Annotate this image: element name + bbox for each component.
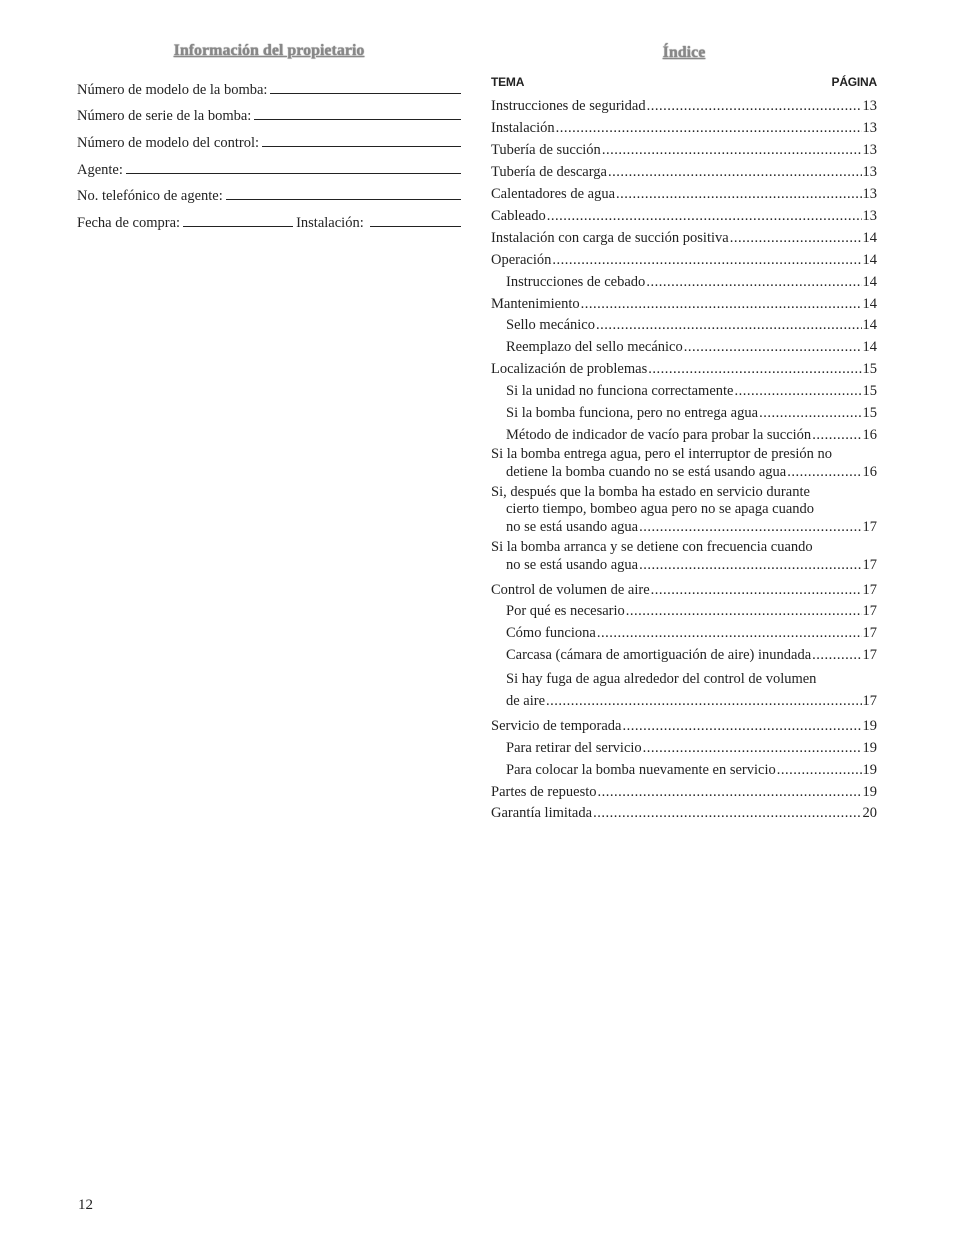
toc-entry bbox=[491, 160, 877, 182]
toc-entry-title: Operación bbox=[491, 251, 552, 268]
dot-leader bbox=[787, 464, 861, 481]
field-label: No. telefónico de agente: bbox=[77, 188, 223, 205]
toc-entry-page: 17 bbox=[862, 693, 877, 710]
toc-header bbox=[491, 72, 877, 92]
blank-line bbox=[370, 225, 461, 227]
owner-info-section bbox=[77, 40, 461, 232]
toc-subentry bbox=[491, 269, 877, 291]
toc-entry bbox=[491, 138, 877, 160]
blank-line bbox=[262, 145, 461, 147]
toc-entry-title: Reemplazo del sello mecánico bbox=[506, 339, 683, 356]
toc-entry-title: Servicio de temporada bbox=[491, 717, 622, 734]
dot-leader bbox=[648, 361, 861, 378]
toc-entry-title: Método de indicador de vacío para probar la succión bbox=[506, 426, 812, 443]
dot-leader bbox=[546, 693, 861, 710]
dot-leader bbox=[598, 784, 862, 801]
toc-entry-title: Para colocar la bomba nuevamente en servicio bbox=[506, 761, 776, 778]
dot-leader bbox=[547, 208, 862, 225]
toc-entry bbox=[491, 225, 877, 247]
toc-entry-page: 14 bbox=[862, 251, 877, 268]
toc-subentry bbox=[491, 757, 877, 779]
toc-entry-page: 14 bbox=[862, 339, 877, 356]
toc-entry-title: Si la bomba entrega agua, pero el interruptor de presión no bbox=[491, 446, 833, 463]
toc-entry-title: detiene la bomba cuando no se está usando agua bbox=[506, 463, 787, 480]
toc-entry-title: Instalación bbox=[491, 120, 555, 137]
toc-entry-multiline bbox=[491, 539, 877, 574]
dot-leader bbox=[602, 142, 862, 159]
toc-entry-page: 15 bbox=[862, 383, 877, 400]
purchase-date-label: Fecha de compra: bbox=[77, 215, 181, 232]
toc-entry-line bbox=[491, 501, 877, 518]
toc-subentry-multiline bbox=[491, 667, 877, 711]
dot-leader bbox=[581, 296, 862, 313]
toc-entry-page: 15 bbox=[862, 361, 877, 378]
toc-entry-title: Si, después que la bomba ha estado en servicio durante bbox=[491, 484, 810, 501]
toc-subentry bbox=[491, 335, 877, 357]
toc-entry-title: Carcasa (cámara de amortiguación de aire) inundada bbox=[506, 647, 812, 664]
toc-entry-page: 19 bbox=[862, 761, 877, 778]
toc-entry-page: 17 bbox=[862, 603, 877, 620]
dot-leader bbox=[626, 603, 862, 620]
toc-entry-line bbox=[491, 519, 877, 536]
owner-info-title: Información del propietario bbox=[173, 42, 365, 59]
toc-entry-line bbox=[491, 464, 877, 481]
control-model-field bbox=[77, 125, 461, 152]
toc-subentry bbox=[491, 379, 877, 401]
blank-line bbox=[270, 92, 461, 94]
dot-leader bbox=[812, 427, 861, 444]
toc-entry bbox=[491, 116, 877, 138]
topic-column-header: TEMA bbox=[491, 75, 525, 89]
blank-line bbox=[126, 172, 461, 174]
toc-entry-title: Control de volumen de aire bbox=[491, 581, 650, 598]
toc-entry-page: 17 bbox=[862, 518, 877, 535]
dot-leader bbox=[616, 186, 861, 203]
toc-entry-page: 13 bbox=[862, 98, 877, 115]
toc-subentry bbox=[491, 735, 877, 757]
toc-entry-title: no se está usando agua bbox=[506, 518, 639, 535]
pump-model-field bbox=[77, 72, 461, 99]
dot-leader bbox=[651, 582, 862, 599]
dot-leader bbox=[777, 762, 862, 779]
dot-leader bbox=[643, 740, 862, 757]
field-label: Agente: bbox=[77, 161, 123, 178]
toc-entry-line bbox=[506, 689, 877, 711]
toc-entry-title: Localización de problemas bbox=[491, 361, 648, 378]
blank-line bbox=[226, 198, 461, 200]
field-label: Número de modelo de la bomba: bbox=[77, 81, 268, 98]
toc-entry-page: 17 bbox=[862, 647, 877, 664]
toc-entry-title: Si la bomba arranca y se detiene con frecuencia cuando bbox=[491, 539, 813, 556]
toc-entry-page: 20 bbox=[862, 805, 877, 822]
toc-entry-page: 19 bbox=[862, 717, 877, 734]
toc-entry-title: Si la bomba funciona, pero no entrega agua bbox=[506, 404, 759, 421]
toc-entry-title: Instalación con carga de succión positiva bbox=[491, 229, 729, 246]
toc-entry bbox=[491, 182, 877, 204]
dot-leader bbox=[639, 557, 861, 574]
toc-entry-multiline bbox=[491, 484, 877, 536]
toc-entry bbox=[491, 577, 877, 599]
toc-entry-title: Garantía limitada bbox=[491, 805, 593, 822]
toc-entry-page: 13 bbox=[862, 207, 877, 224]
pump-serial-field bbox=[77, 99, 461, 126]
toc-entry-title: Cableado bbox=[491, 207, 546, 224]
toc-entry-page: 16 bbox=[862, 463, 877, 480]
toc-entry-line bbox=[491, 446, 877, 463]
toc-entry-page: 15 bbox=[862, 404, 877, 421]
toc-entry-title: Partes de repuesto bbox=[491, 783, 597, 800]
dot-leader bbox=[597, 625, 862, 642]
toc-entry-page: 13 bbox=[862, 186, 877, 203]
dot-leader bbox=[593, 805, 861, 822]
toc-entry bbox=[491, 801, 877, 823]
dot-leader bbox=[759, 405, 861, 422]
toc-entry-page: 19 bbox=[862, 739, 877, 756]
toc-entry-page: 13 bbox=[862, 120, 877, 137]
dot-leader bbox=[646, 274, 861, 291]
table-of-contents bbox=[491, 42, 877, 823]
toc-entry-line bbox=[491, 484, 877, 501]
toc-entry bbox=[491, 291, 877, 313]
dot-leader bbox=[552, 252, 861, 269]
toc-entry-title: Sello mecánico bbox=[506, 317, 595, 334]
blank-line bbox=[183, 225, 293, 227]
toc-subentry bbox=[491, 599, 877, 621]
toc-entry-page: 14 bbox=[862, 295, 877, 312]
page-number: 12 bbox=[78, 1197, 93, 1213]
toc-title: Índice bbox=[662, 44, 706, 61]
toc-entry bbox=[491, 713, 877, 735]
toc-entry-line bbox=[506, 667, 877, 689]
toc-entry-page: 16 bbox=[862, 426, 877, 443]
toc-entry-page: 17 bbox=[862, 625, 877, 642]
agent-field bbox=[77, 152, 461, 179]
toc-entry bbox=[491, 94, 877, 116]
toc-subentry bbox=[491, 400, 877, 422]
toc-entry-page: 17 bbox=[862, 581, 877, 598]
toc-entry bbox=[491, 779, 877, 801]
field-label: Número de modelo del control: bbox=[77, 135, 260, 152]
toc-entry-multiline bbox=[491, 446, 877, 481]
dot-leader bbox=[596, 317, 862, 334]
toc-entry-line bbox=[491, 557, 877, 574]
purchase-install-field bbox=[77, 205, 461, 232]
toc-entry-page: 14 bbox=[862, 273, 877, 290]
toc-entry bbox=[491, 247, 877, 269]
toc-entry-title: cierto tiempo, bombeo agua pero no se apaga cuando bbox=[506, 501, 815, 518]
dot-leader bbox=[622, 718, 861, 735]
field-label: Número de serie de la bomba: bbox=[77, 108, 252, 125]
toc-entry-title: Instrucciones de cebado bbox=[506, 273, 646, 290]
dot-leader bbox=[556, 120, 862, 137]
toc-entry-title: Mantenimiento bbox=[491, 295, 580, 312]
toc-entry-page: 13 bbox=[862, 142, 877, 159]
toc-subentry bbox=[491, 313, 877, 335]
dot-leader bbox=[812, 647, 861, 664]
toc-entry-title: Tubería de descarga bbox=[491, 164, 607, 181]
page-column-header: PÁGINA bbox=[831, 75, 877, 89]
agent-phone-field bbox=[77, 179, 461, 206]
toc-entry bbox=[491, 203, 877, 225]
toc-subentry bbox=[491, 643, 877, 665]
toc-entry-title: Por qué es necesario bbox=[506, 603, 625, 620]
dot-leader bbox=[639, 519, 861, 536]
toc-entry-title: no se está usando agua bbox=[506, 556, 639, 573]
toc-entry-title: Instrucciones de seguridad bbox=[491, 98, 646, 115]
toc-entry-title: de aire bbox=[506, 693, 546, 710]
toc-entry-page: 13 bbox=[862, 164, 877, 181]
toc-entry-page: 17 bbox=[862, 556, 877, 573]
toc-entry-page: 19 bbox=[862, 783, 877, 800]
toc-entry-page: 14 bbox=[862, 229, 877, 246]
dot-leader bbox=[684, 339, 862, 356]
dot-leader bbox=[608, 164, 862, 181]
toc-subentry bbox=[491, 422, 877, 444]
toc-entry-title: Para retirar del servicio bbox=[506, 739, 642, 756]
toc-entry-line bbox=[491, 539, 877, 556]
toc-entry-page: 14 bbox=[862, 317, 877, 334]
toc-entry-title: Si la unidad no funciona correctamente bbox=[506, 383, 734, 400]
toc-entry-title: Cómo funciona bbox=[506, 625, 596, 642]
toc-entry-title: Tubería de succión bbox=[491, 142, 601, 159]
dot-leader bbox=[730, 230, 862, 247]
dot-leader bbox=[647, 98, 862, 115]
blank-line bbox=[254, 118, 461, 120]
dot-leader bbox=[734, 383, 861, 400]
installation-label: Instalación: bbox=[296, 215, 364, 232]
toc-entry-title: Calentadores de agua bbox=[491, 186, 616, 203]
toc-subentry bbox=[491, 621, 877, 643]
toc-entry-title: Si hay fuga de agua alrededor del control de volumen bbox=[506, 671, 817, 688]
toc-entry bbox=[491, 357, 877, 379]
